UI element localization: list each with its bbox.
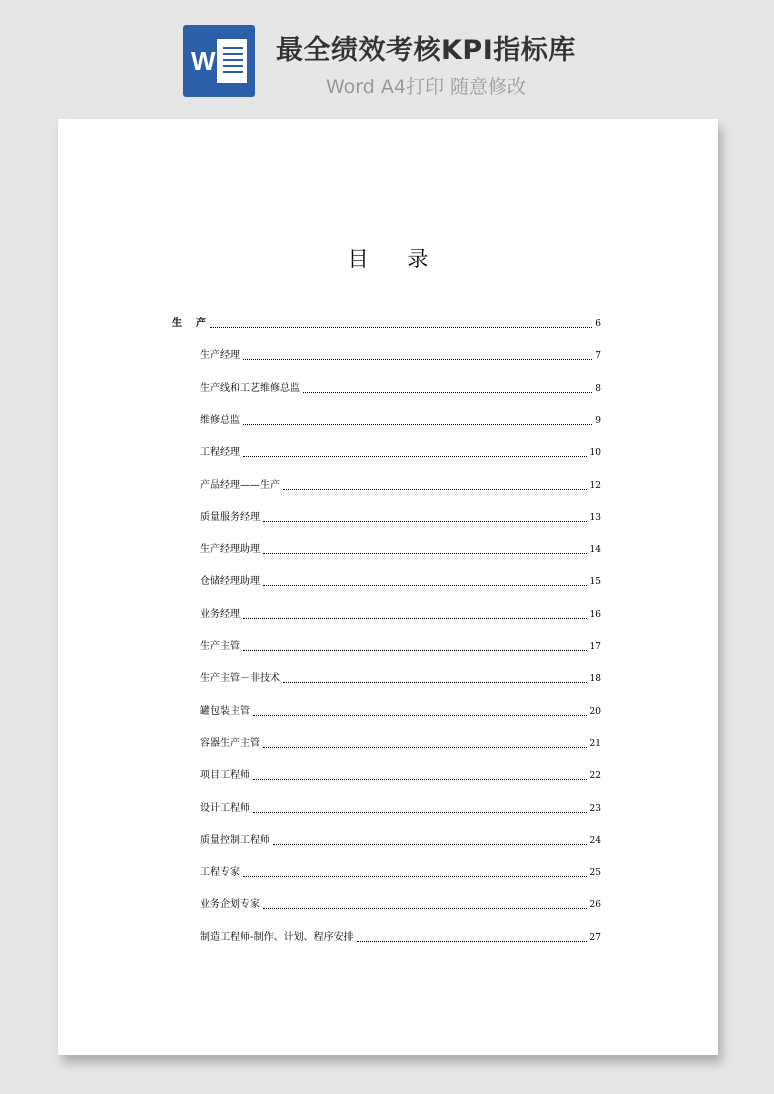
toc-entry[interactable] (200, 383, 601, 395)
page-subtitle: Word A4打印 随意修改 (326, 76, 527, 98)
toc-entry-page: 10 (589, 448, 601, 458)
header (0, 0, 774, 118)
toc-entry-label: 工程专家 (200, 867, 240, 878)
toc-entry-label: 业务企划专家 (200, 899, 260, 910)
toc-entry[interactable] (200, 770, 601, 782)
page-title: 最全绩效考核KPI指标库 (276, 35, 576, 66)
toc-entry[interactable] (200, 512, 601, 524)
toc-entry[interactable] (200, 835, 601, 847)
toc-entry-page: 15 (589, 577, 601, 587)
toc-entry[interactable] (200, 544, 601, 556)
toc-entry-label: 仓储经理助理 (200, 576, 260, 587)
toc-leader-dots (253, 812, 587, 813)
toc-entry-page: 18 (589, 674, 601, 684)
toc-entry-label: 质量控制工程师 (200, 835, 270, 846)
toc-entry[interactable] (200, 673, 601, 685)
toc-entry-label: 设计工程师 (200, 803, 250, 814)
toc-entry[interactable] (200, 932, 601, 944)
toc-entry-page: 14 (589, 545, 601, 555)
toc-leader-dots (243, 424, 592, 425)
toc-entry-page: 22 (589, 771, 601, 781)
toc-leader-dots (303, 392, 592, 393)
toc-entry[interactable] (200, 867, 601, 879)
toc-leader-dots (253, 779, 587, 780)
toc-entry-label: 容器生产主管 (200, 738, 260, 749)
toc-entry[interactable] (200, 738, 601, 750)
toc-entry[interactable] (200, 447, 601, 459)
toc-entry-label: 生产线和工艺维修总监 (200, 383, 300, 394)
toc-entry-label: 维修总监 (200, 415, 240, 426)
toc-entry[interactable] (200, 480, 601, 492)
word-icon (183, 25, 255, 97)
toc-entry[interactable] (200, 641, 601, 653)
toc-leader-dots (273, 844, 587, 845)
toc-leader-dots (263, 521, 587, 522)
toc-entry[interactable] (200, 609, 601, 621)
toc-entry[interactable] (200, 803, 601, 815)
toc-leader-dots (243, 456, 587, 457)
toc-entry-page: 7 (595, 351, 601, 361)
toc-entry-page: 23 (589, 804, 601, 814)
toc-leader-dots (263, 747, 587, 748)
toc-entry[interactable] (200, 415, 601, 427)
toc-leader-dots (283, 682, 587, 683)
toc-entry[interactable] (200, 350, 601, 362)
toc-leader-dots (263, 908, 587, 909)
toc-entry-page: 16 (589, 610, 601, 620)
toc-entry-page: 21 (589, 739, 601, 749)
toc-entry-label: 生产经理助理 (200, 544, 260, 555)
toc-entry-label: 罐包装主管 (200, 706, 250, 717)
toc-entry[interactable] (172, 318, 601, 330)
toc-leader-dots (243, 650, 587, 651)
toc-entry-page: 8 (595, 384, 601, 394)
toc-entry-label: 制造工程师-制作、计划、程序安排 (200, 932, 354, 943)
toc-leader-dots (210, 327, 592, 328)
toc-entry-label: 生产主管 (200, 641, 240, 652)
toc-leader-dots (263, 553, 587, 554)
toc-entry-label: 产品经理——生产 (200, 480, 280, 491)
toc-entry-label: 生产主管－非技术 (200, 673, 280, 684)
toc-entry-label: 质量服务经理 (200, 512, 260, 523)
toc-entry[interactable] (200, 576, 601, 588)
toc-leader-dots (243, 876, 587, 877)
toc-entry-page: 9 (595, 416, 601, 426)
toc-entry-page: 27 (589, 933, 601, 943)
word-icon-letter: W (191, 46, 216, 76)
toc-leader-dots (243, 618, 587, 619)
toc-entry-page: 26 (589, 900, 601, 910)
toc-entry-label: 生产 (172, 318, 220, 329)
toc-entry-page: 24 (589, 836, 601, 846)
toc-leader-dots (283, 489, 587, 490)
toc-entry-label: 业务经理 (200, 609, 240, 620)
toc-entry-page: 12 (589, 481, 601, 491)
toc-entry-page: 25 (589, 868, 601, 878)
toc-entry-page: 17 (589, 642, 601, 652)
toc-entry-label: 项目工程师 (200, 770, 250, 781)
toc-entry[interactable] (200, 706, 601, 718)
toc-entry-label: 工程经理 (200, 447, 240, 458)
toc-entry-page: 13 (589, 513, 601, 523)
toc-entry-page: 6 (595, 319, 601, 329)
toc-entry-label: 生产经理 (200, 350, 240, 361)
toc-entry-page: 20 (589, 707, 601, 717)
toc-leader-dots (253, 715, 587, 716)
toc-leader-dots (357, 941, 587, 942)
toc-leader-dots (243, 359, 592, 360)
document-page (58, 119, 718, 1055)
toc-leader-dots (263, 585, 587, 586)
toc-heading: 目 录 (347, 247, 445, 271)
toc-entry[interactable] (200, 899, 601, 911)
